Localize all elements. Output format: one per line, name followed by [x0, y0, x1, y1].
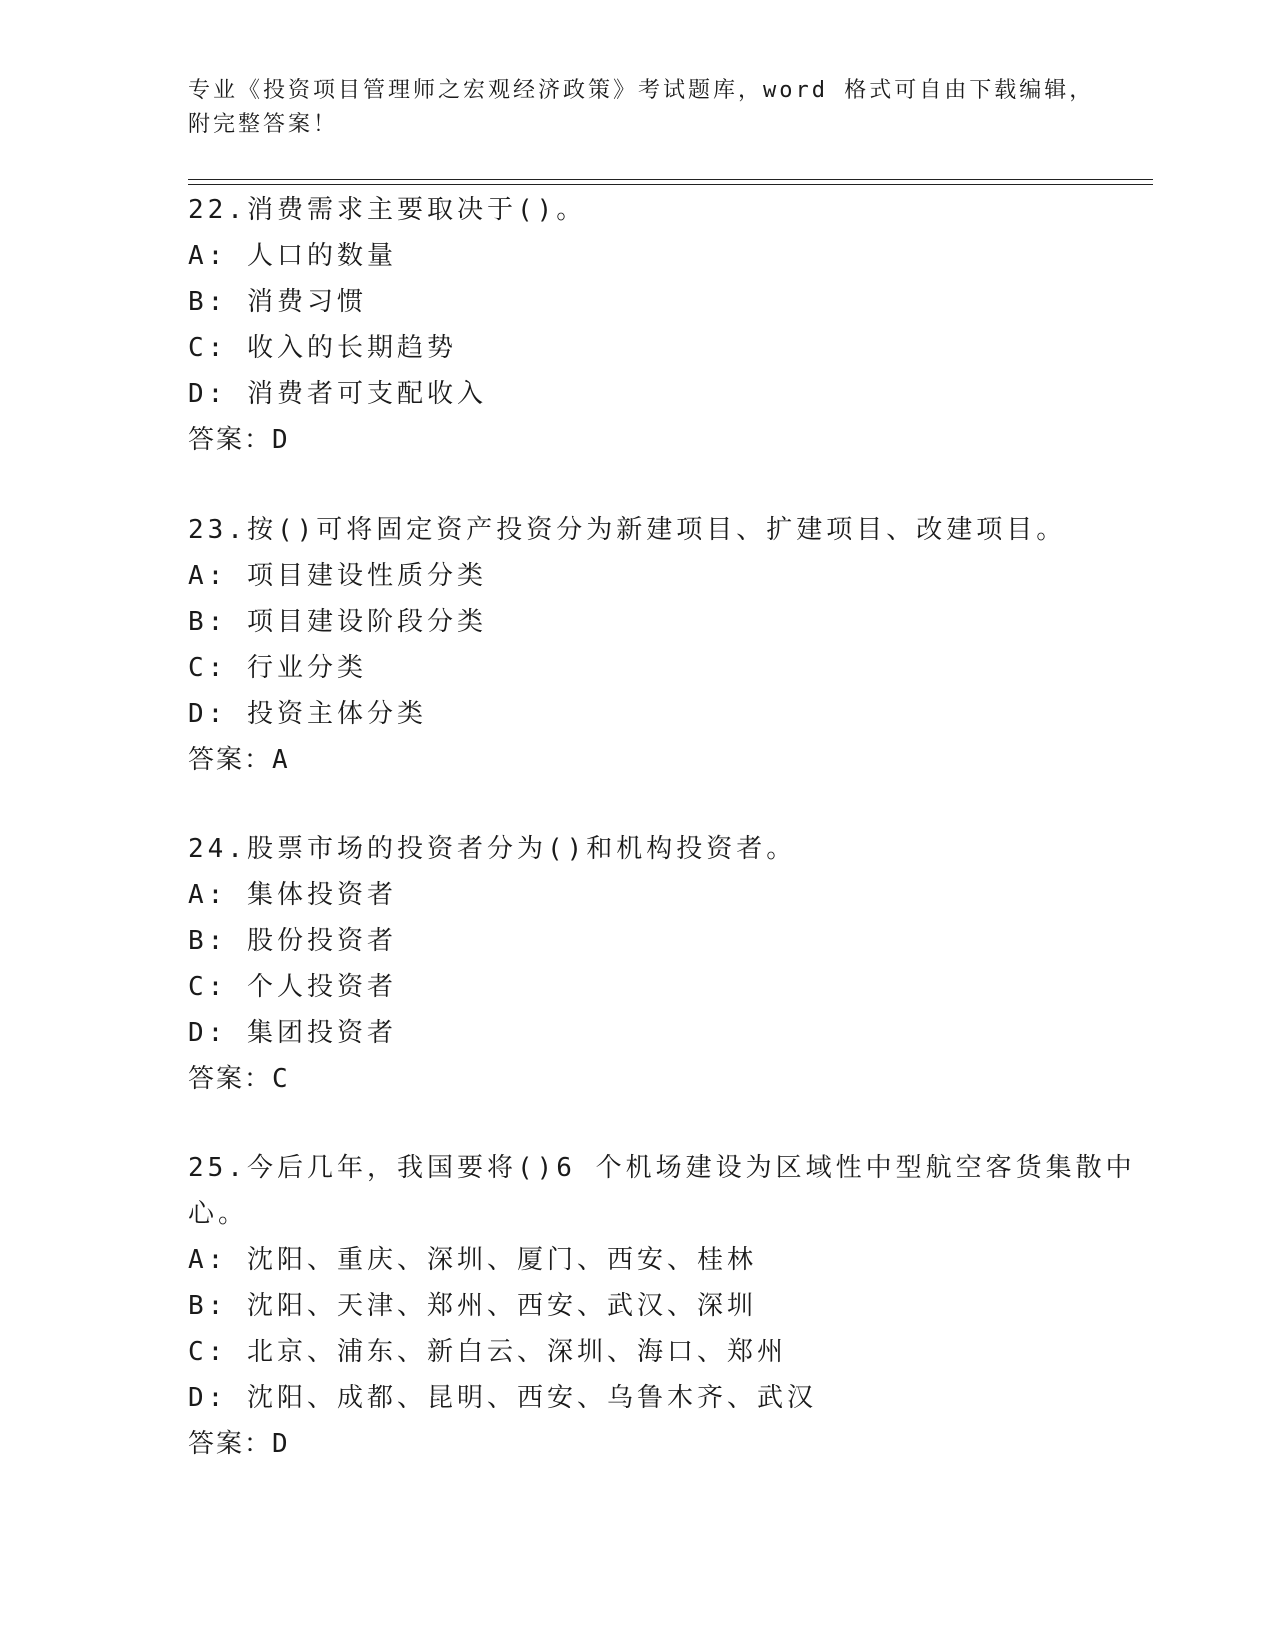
question-stem: 24.股票市场的投资者分为()和机构投资者。	[188, 834, 797, 864]
option-c: C: 个人投资者	[188, 972, 397, 1002]
answer-line: 答案：C	[188, 1064, 290, 1094]
option-b: B: 项目建设阶段分类	[188, 607, 487, 637]
option-a: A: 人口的数量	[188, 241, 397, 271]
intro-text	[188, 74, 1118, 142]
answer-line: 答案：D	[188, 425, 290, 455]
question-stem-line-1: 25.今后几年，我国要将()6 个机场建设为区域性中型航空客货集散中	[188, 1153, 1136, 1183]
option-b: B: 股份投资者	[188, 926, 397, 956]
question-23	[188, 507, 1088, 783]
option-d: D: 消费者可支配收入	[188, 379, 487, 409]
option-a: A: 集体投资者	[188, 880, 397, 910]
answer-line: 答案：D	[188, 1429, 290, 1459]
option-b: B: 沈阳、天津、郑州、西安、武汉、深圳	[188, 1291, 757, 1321]
option-c: C: 北京、浦东、新白云、深圳、海口、郑州	[188, 1337, 787, 1367]
option-c: C: 收入的长期趋势	[188, 333, 457, 363]
answer-line: 答案：A	[188, 745, 290, 775]
question-25	[188, 1145, 1136, 1467]
option-d: D: 沈阳、成都、昆明、西安、乌鲁木齐、武汉	[188, 1383, 817, 1413]
question-stem: 23.按()可将固定资产投资分为新建项目、扩建项目、改建项目。	[188, 515, 1067, 545]
option-c: C: 行业分类	[188, 653, 367, 683]
option-a: A: 项目建设性质分类	[188, 561, 487, 591]
intro-line-2: 附完整答案！	[188, 112, 339, 137]
question-stem-line-2: 心。	[188, 1199, 249, 1229]
option-a: A: 沈阳、重庆、深圳、厦门、西安、桂林	[188, 1245, 757, 1275]
question-stem: 22.消费需求主要取决于()。	[188, 195, 587, 225]
header-divider-top	[188, 179, 1153, 180]
header-divider-bottom	[188, 184, 1153, 185]
intro-line-1: 专业《投资项目管理师之宏观经济政策》考试题库，word 格式可自由下载编辑，	[188, 78, 1095, 103]
question-24	[188, 826, 1088, 1102]
option-d: D: 集团投资者	[188, 1018, 397, 1048]
question-22	[188, 187, 1088, 463]
option-b: B: 消费习惯	[188, 287, 367, 317]
option-d: D: 投资主体分类	[188, 699, 427, 729]
